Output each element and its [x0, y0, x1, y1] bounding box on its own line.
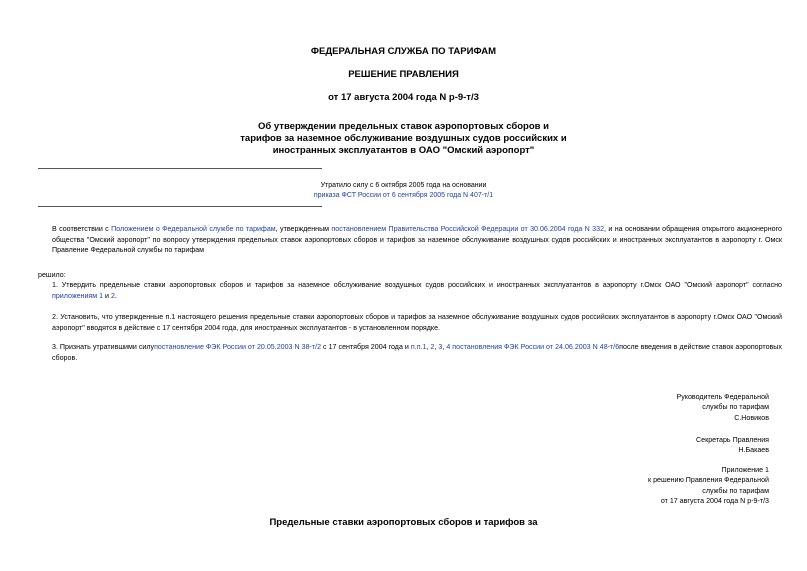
document-title: [0, 121, 807, 157]
agency-heading: ФЕДЕРАЛЬНАЯ СЛУЖБА ПО ТАРИФАМ: [310, 46, 497, 57]
appendix-header: [648, 465, 769, 507]
title-line-3: иностранных эксплуатантов в ОАО "Омский аэропорт": [272, 145, 535, 156]
item-3-text-1: 3. Признать утратившими силу: [52, 343, 155, 351]
item-3-comma-3: ,: [442, 343, 447, 351]
item-1-and: и: [103, 291, 111, 300]
section-title: Предельные ставки аэропортовых сборов и тарифов за: [269, 517, 538, 528]
top-divider: [38, 168, 322, 169]
decision-date: от 17 августа 2004 года N р-9-т/3: [328, 92, 479, 103]
appendix-2-link[interactable]: 2: [110, 291, 115, 300]
status-link-wrap: [0, 191, 807, 200]
decision-heading: РЕШЕНИЕ ПРАВЛЕНИЯ: [348, 69, 459, 80]
secretary-signature: [696, 435, 769, 456]
status-text: Утратило силу с 6 октября 2005 года на основании: [320, 182, 487, 189]
item-3: [38, 342, 782, 363]
repeal-order-link[interactable]: приказа ФСТ России от 6 сентября 2005 года N 407-т/1: [313, 192, 494, 199]
clause-3-link[interactable]: 3: [438, 343, 443, 351]
item-1-text: 1. Утвердить предельные ставки аэропортовых сборов и тарифов за наземное обслуживание воздушных судов российских и иностранных эксплуатантов в аэропорту г.Омск ОАО "Омский аэропорт" согласно: [52, 281, 782, 289]
item-1-end: .: [114, 291, 117, 300]
secretary-name: Н.Бакаев: [738, 446, 769, 455]
item-3-comma-2: ,: [434, 343, 439, 351]
head-signature: [677, 392, 770, 423]
item-2: 2. Установить, что утвержденные п.1 настоящего решения предельные ставки аэропортовых сборов и тарифов за наземное обслуживание воздушных судов российских эксплуатантов в аэропорту г.Омск ОАО "Омский аэропорт" вводятся в действие с 17 сентября 2004 года, для иностранных эксплуатантов - в установленном порядке.: [52, 313, 782, 332]
item-1: [38, 280, 782, 301]
government-decree-link[interactable]: постановлением Правительства Российской Федерации от 30.06.2004 года N 332: [331, 225, 605, 233]
appendix-line-1: Приложение 1: [721, 466, 769, 474]
head-title-line-1: Руководитель Федеральной: [676, 393, 769, 401]
item-3-comma-1: ,: [426, 343, 431, 351]
item-3-text-3: после введения в действие ставок аэропортовых сборов.: [52, 343, 782, 362]
appendix-line-4: от 17 августа 2004 года N р-9-т/3: [660, 497, 769, 506]
appendix-line-3: службы по тарифам: [702, 486, 769, 495]
item-3-text-2: с 17 сентября 2004 года и: [321, 343, 411, 351]
preamble-paragraph: [38, 224, 782, 256]
title-line-2: тарифов за наземное обслуживание воздушных судов российских и: [240, 133, 567, 144]
appendix-1-link[interactable]: приложениям 1: [52, 291, 104, 300]
fst-regulation-link[interactable]: Положением о Федеральной службе по тарифам: [111, 225, 276, 233]
clause-2-link[interactable]: 2: [430, 343, 435, 351]
bottom-divider: [38, 206, 322, 207]
title-line-1: Об утверждении предельных ставок аэропортовых сборов и: [258, 121, 549, 132]
fek-decree-48-link[interactable]: 4 постановления ФЭК России от 24.06.2003 N 48-т/6: [446, 343, 620, 351]
preamble-text-1: В соответствии с: [52, 225, 112, 233]
fek-decree-38-link[interactable]: постановление ФЭК России от 20.05.2003 N 38-т/2: [154, 343, 322, 351]
clause-1-link[interactable]: п.п.1: [410, 343, 427, 351]
appendix-line-2: к решению Правления Федеральной: [648, 476, 769, 485]
secretary-title: Секретарь Правления: [696, 436, 769, 444]
head-title-line-2: службы по тарифам: [702, 403, 769, 412]
preamble-text-2: , утвержденным: [275, 225, 332, 233]
preamble-text-3: , и на основании обращения открытого акционерного общества "Омский аэропорт" по вопросу утверждения предельных ставок аэропортовых сборов и тарифов за наземное обслуживание воздушных судов российских и иностранных эксплуатантов в аэропорту г. Омск Правление Федеральной службы по тарифам: [52, 225, 782, 254]
head-name: С.Новиков: [734, 413, 769, 422]
resolved-label: решило:: [38, 271, 66, 279]
